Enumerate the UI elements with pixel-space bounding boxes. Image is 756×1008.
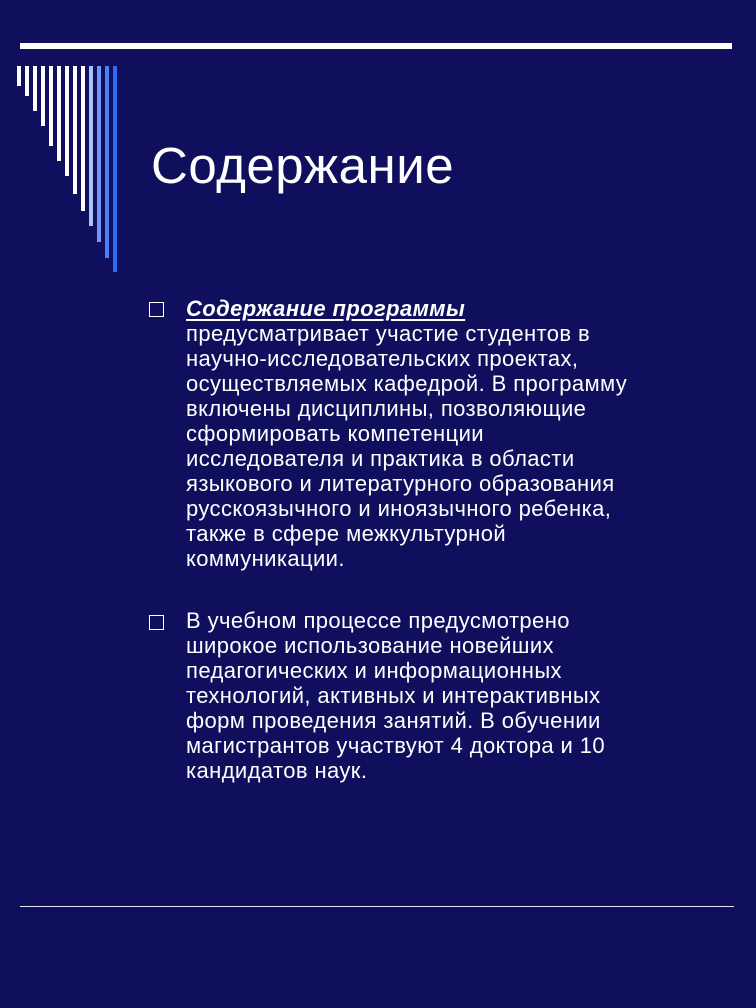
stripe-8 [73, 66, 77, 194]
bottom-divider [20, 906, 734, 907]
bullet-1-body: предусматривает участие студентов в научно-исследовательских проектах, осуществляемых кафедрой. В программу включены дисциплины, позволяющие сформировать компетенции исследователя и практика в области языкового и литературного образования русскоязычного и иноязычного ребенка, также в сфере межкультурной коммуникации. [186, 321, 628, 571]
slide-title: Содержание [151, 137, 455, 194]
stripe-9 [81, 66, 85, 211]
stripe-11 [97, 66, 101, 242]
stripe-1 [17, 66, 21, 86]
stripe-6 [57, 66, 61, 161]
stripe-10 [89, 66, 93, 226]
bullet-2-square-icon [149, 615, 164, 630]
bullet-1-square-icon [149, 302, 164, 317]
stripe-3 [33, 66, 37, 111]
stripe-2 [25, 66, 29, 96]
bullet-2-text: В учебном процессе предусмотрено широкое использование новейших педагогических и информационных технологий, активных и интерактивных форм проведения занятий. В обучении магистрантов участвуют 4 доктора и 10 кандидатов наук. [186, 608, 606, 783]
stripe-5 [49, 66, 53, 146]
bullet-1-emphasis: Содержание программы [186, 296, 466, 321]
stripe-4 [41, 66, 45, 126]
bullet-1-text [186, 296, 706, 571]
stripe-7 [65, 66, 69, 176]
stripe-12 [105, 66, 109, 258]
decorative-stripes [0, 0, 130, 275]
stripe-13 [113, 66, 117, 272]
